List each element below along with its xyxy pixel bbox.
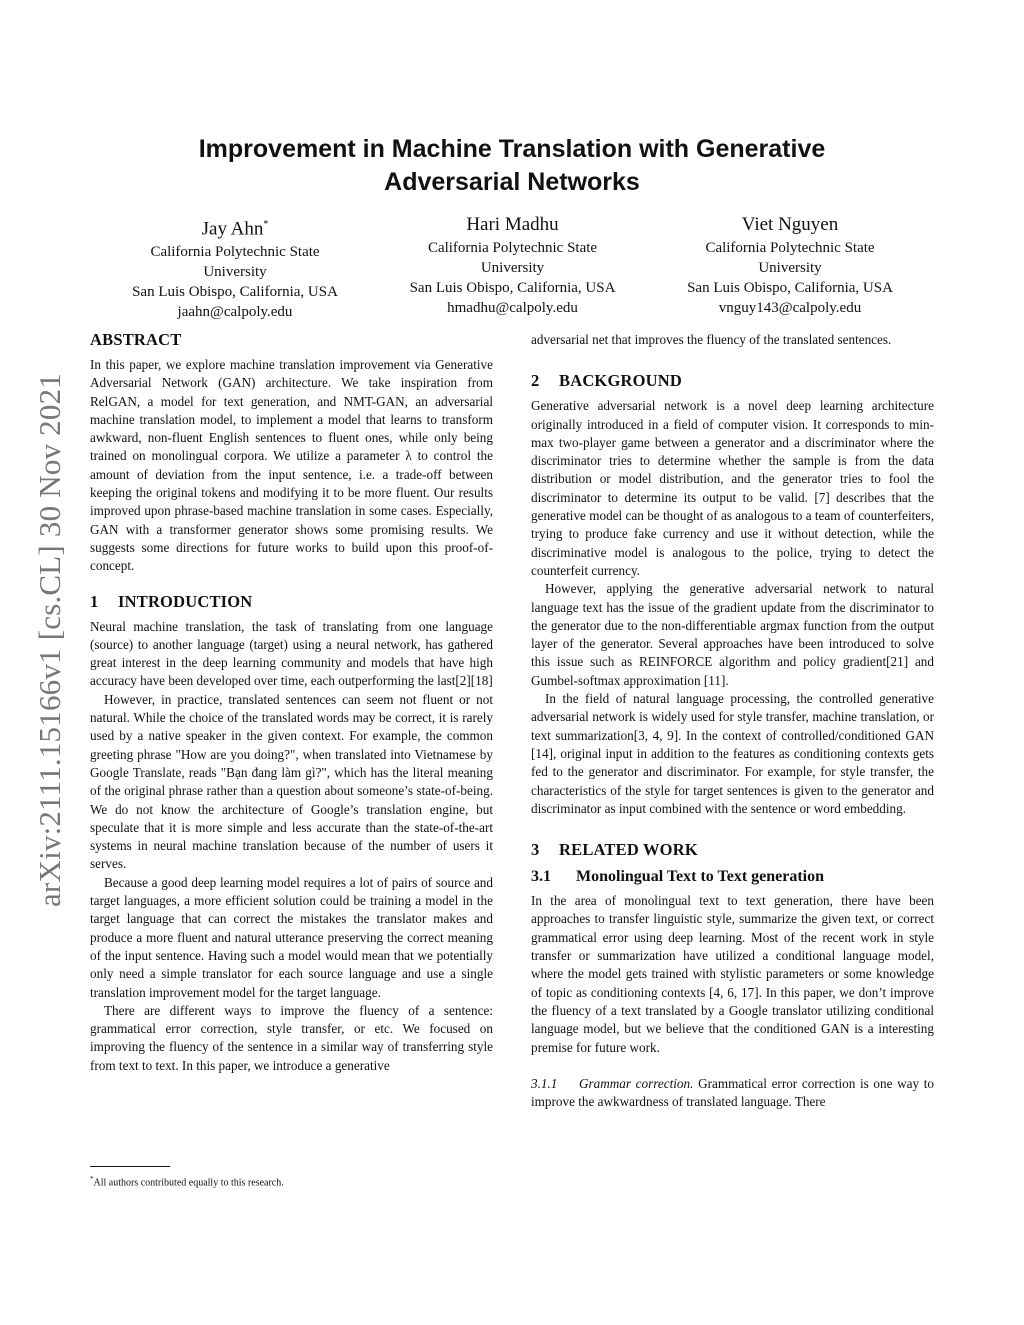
paragraph: Because a good deep learning model requires a lot of pairs of source and target languages, a more efficient solution could be training a model in the target language that can correct the mistakes the translator makes and produce a more fluent and natural utterance preserving the correct meaning of the input sentence. Having such a model would mean that we potentially only need a simple translator for each source language and use a single translation improvement model for the target language. <box>90 874 493 1000</box>
arxiv-identifier: arXiv:2111.15166v1 [cs.CL] 30 Nov 2021 <box>32 373 67 907</box>
abstract-text: In this paper, we explore machine translation improvement via Generative Adversarial Network (GAN) architecture. We take inspiration from RelGAN, a model for text generation, and NMT-GAN, an adversarial machine translation model, to implement a model that learns to transform awkward, non-fluent English sentences to fluent ones, while only being trained on monolingual corpora. We utilize a parameter λ to control the amount of deviation from the input sentence, i.e. a trade-off between keeping the original tokens and modifying it to be more fluent. Our results improved upon phrase-based machine translation in some cases. Especially, GAN with a transformer generator shows some promising results. We suggests some directions for future works to build upon this proof-of-concept. <box>90 357 493 574</box>
subsubsection-title: Grammar correction. <box>579 1075 694 1091</box>
author-1 <box>100 212 370 322</box>
subsection-title: Monolingual Text to Text generation <box>576 868 825 886</box>
left-column <box>90 329 493 1075</box>
right-column <box>531 331 934 1111</box>
subsubsection-number: 3.1.1 <box>531 1075 558 1091</box>
author-affiliation-2: University <box>480 260 545 276</box>
author-email: vnguy143@calpoly.edu <box>718 300 862 316</box>
footnote-text: All authors contributed equally to this research. <box>93 1177 284 1189</box>
author-location: San Luis Obispo, California, USA <box>132 284 338 301</box>
section-number: 3 <box>531 840 540 860</box>
author-affiliation: California Polytechnic State <box>427 240 598 256</box>
author-name: Viet Nguyen <box>741 214 839 235</box>
author-affiliation-2: University <box>203 264 267 281</box>
section-title: BACKGROUND <box>559 371 683 391</box>
abstract-heading: ABSTRACT <box>90 330 182 349</box>
author-location: San Luis Obispo, California, USA <box>409 280 616 296</box>
title-line-1: Improvement in Machine Translation with Generative <box>198 135 826 163</box>
subsection-heading <box>531 866 934 888</box>
author-affiliation: California Polytechnic State <box>705 240 875 256</box>
paragraph: However, applying the generative adversarial network to natural language text has the issue of the gradient update from the discriminator to the generator due to the non-differentiable argmax function from the output layer of the generator. Several approaches have been introduced to solve this issue such as REINFORCE algorithm and policy gradient[21] and Gumbel-softmax approximation [11]. <box>531 581 934 688</box>
paragraph: In the area of monolingual text to text generation, there have been approaches to transfer linguistic style, summarize the given text, or correct grammatical error using deep learning. Most of the recent work in style transfer or summarization have utilized a conditional language model, where the model gets trained with stylistic parameters or some knowledge of topic as conditioning contexts [4, 6, 17]. In this paper, we don’t improve the fluency of a text translated by a Google translator utilizing conditional language model, but we believe that the conditioned GAN is a interesting premise for future work. <box>531 893 934 1055</box>
author-name: Jay Ahn <box>201 218 264 240</box>
footnote-rule <box>90 1166 170 1167</box>
paragraph: There are different ways to improve the fluency of a sentence: grammatical error correction, style transfer, or etc. We focused on improving the fluency of the sentence in a similar way of transferring style from text to text. In this paper, we introduce a generative <box>90 1002 493 1073</box>
section-heading-introduction <box>90 591 493 613</box>
section-title: RELATED WORK <box>559 840 698 860</box>
paragraph: However, in practice, translated sentences can seem not fluent or not natural. While the choice of the translated words may be correct, it is rarely used by a native speaker in the given context. For example, the common greeting phrase "How are you doing?", when translated into Vietnamese by Google Translate, reads "Bạn đang làm gì?", which has the literal meaning of the original phrase rather than a question about someone’s state-of-being. We do not know the architecture of Google’s translation engine, but speculate that it is more simple and less accurate than the state-of-the-art systems in neural machine translation because of the number of users it serves. <box>90 691 493 872</box>
section-number: 1 <box>90 591 99 611</box>
subsection-number: 3.1 <box>531 868 551 886</box>
author-block <box>100 212 925 322</box>
paragraph: Neural machine translation, the task of translating from one language (source) to another language (target) using a neural network, has gathered great interest in the deep learning community and models that have high accuracy have been developed over time, each outperforming the last[2][18] <box>90 618 493 689</box>
author-email: hmadhu@calpoly.edu <box>447 300 578 316</box>
title-line-2: Adversarial Networks <box>384 168 640 196</box>
author-affiliation: California Polytechnic State <box>150 244 320 261</box>
author-location: San Luis Obispo, California, USA <box>687 280 893 296</box>
paper-title <box>120 133 904 199</box>
subsubsection-text: Grammatical error correction is one way to improve the awkwardness of translated language. There <box>531 1075 934 1110</box>
paragraph: adversarial net that improves the fluency of the translated sentences. <box>531 332 892 347</box>
section-heading-background <box>531 370 934 392</box>
section-number: 2 <box>531 371 540 391</box>
paragraph: In the field of natural language processing, the controlled generative adversarial network is widely used for style transfer, machine translation, or text summarization[3, 4, 9]. In the context of controlled/conditioned GAN [14], original input in addition to the features as conditioning contexts gets fed to the generator and discriminator. For example, for style transfer, the characteristics of the style for target sentences is given to the generator and discriminator as input combined with the sentence or word embedding. <box>531 691 934 816</box>
author-name: Hari Madhu <box>466 214 559 235</box>
footnote-mark: * <box>90 1175 94 1183</box>
section-title: INTRODUCTION <box>118 591 253 611</box>
footnote <box>90 1172 284 1190</box>
author-footnote-mark: * <box>263 219 269 230</box>
author-affiliation-2: University <box>758 260 822 276</box>
section-heading-related-work <box>531 839 934 861</box>
subsubsection-paragraph <box>531 1075 934 1112</box>
author-2 <box>378 212 648 322</box>
paragraph: Generative adversarial network is a novel deep learning architecture originally introduced in a field of computer vision. It corresponds to min-max two-player game between a generator and a discriminator where the discriminator tries to determine whether the sample is from the data distribution or model distribution, and the generator tries to fool the discriminator to determine its output to be valid. [7] describes that the generative model can be thought of as analogous to a team of counterfeiters, trying to produce fake currency and use it without detection, while the discriminative model is analogous to the police, trying to detect the counterfeit currency. <box>531 398 934 578</box>
author-email: jaahn@calpoly.edu <box>177 304 293 321</box>
author-3 <box>655 212 925 322</box>
